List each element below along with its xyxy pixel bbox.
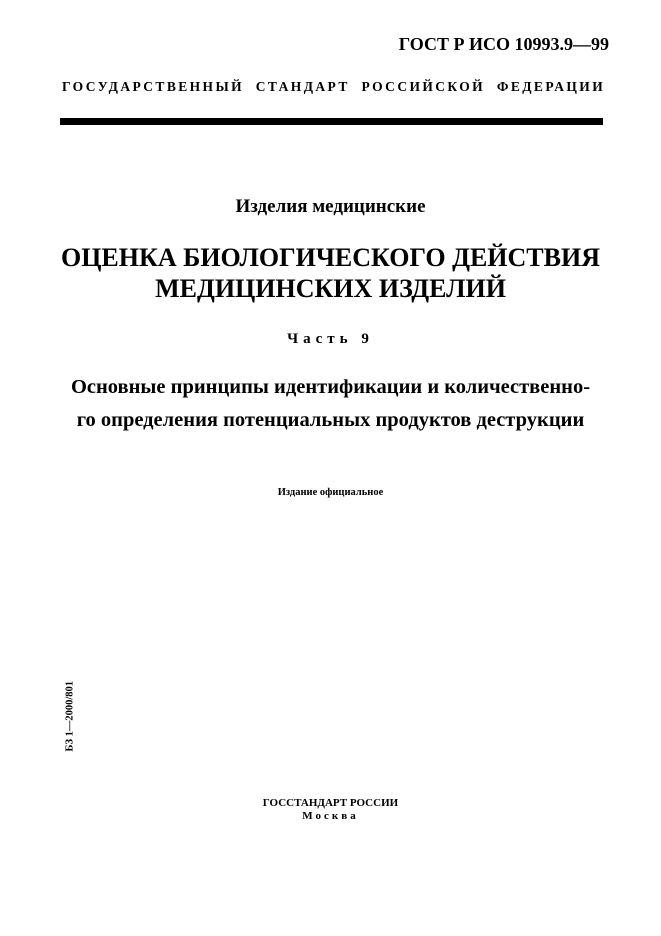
header-line: ГОСУДАРСТВЕННЫЙ СТАНДАРТ РОССИЙСКОЙ ФЕДЕРАЦИИ — [62, 79, 606, 94]
title-line: МЕДИЦИНСКИХ ИЗДЕЛИЙ — [155, 274, 506, 303]
subtitle-line: Основные принципы идентификации и количественно- — [70, 376, 591, 398]
publisher: ГОССТАНДАРТ РОССИИ — [262, 797, 399, 809]
document-subtitle — [0, 371, 661, 437]
header-rule — [60, 118, 603, 125]
city: Москва — [302, 810, 359, 822]
title-line: ОЦЕНКА БИОЛОГИЧЕСКОГО ДЕЙСТВИЯ — [60, 243, 600, 272]
document-kind: Изделия медицинские — [235, 196, 426, 217]
standard-code: ГОСТ Р ИСО 10993.9—99 — [398, 34, 609, 54]
edition-label: Издание официальное — [277, 487, 384, 498]
document-title — [0, 242, 661, 304]
part-number: Часть 9 — [287, 331, 374, 347]
side-code: БЗ 1—2000/801 — [64, 680, 76, 752]
publisher-block — [0, 797, 661, 823]
subtitle-line: го определения потенциальных продуктов деструкции — [76, 409, 585, 431]
